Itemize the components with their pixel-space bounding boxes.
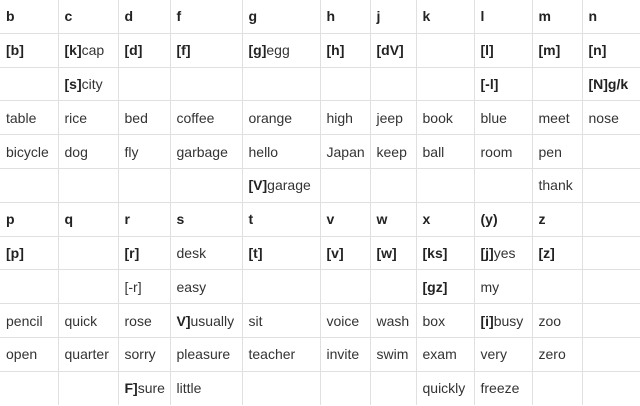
table-cell (474, 67, 532, 101)
table-cell (532, 304, 582, 338)
table-cell (416, 304, 474, 338)
example-word: zero (538, 346, 566, 363)
phonetic-symbol: [m] (538, 42, 561, 59)
table-cell (320, 33, 370, 67)
phonetic-symbol: [t] (248, 244, 263, 261)
example-word: pleasure (176, 346, 231, 363)
phonetic-symbol: f (176, 8, 182, 25)
example-word: cap (81, 42, 105, 59)
example-word: blue (480, 109, 507, 126)
example-word: teacher (248, 346, 296, 363)
table-cell (582, 337, 640, 371)
table-cell (416, 236, 474, 270)
table-cell (582, 236, 640, 270)
example-word: little (176, 380, 202, 397)
table-cell (582, 101, 640, 135)
table-cell (416, 168, 474, 202)
table-row (0, 135, 640, 169)
phonetic-symbol: x (422, 211, 431, 228)
table-cell (474, 168, 532, 202)
example-word: exam (422, 346, 457, 363)
table-cell (532, 168, 582, 202)
table-cell (0, 337, 58, 371)
phonetic-symbol: [dV] (376, 42, 404, 59)
example-word: nose (588, 109, 619, 126)
table-cell (118, 304, 170, 338)
table-cell (118, 33, 170, 67)
table-cell (118, 236, 170, 270)
table-cell (0, 135, 58, 169)
phonetic-symbol: [gz] (422, 278, 448, 295)
phonetic-symbol: [-l] (480, 75, 499, 92)
table-row (0, 33, 640, 67)
phonetic-symbol: q (64, 211, 74, 228)
example-word: orange (248, 109, 293, 126)
table-cell (242, 33, 320, 67)
table-cell (0, 168, 58, 202)
phonetic-symbol: (y) (480, 211, 498, 228)
table-cell (320, 304, 370, 338)
table-cell (0, 202, 58, 236)
example-word: freeze (480, 380, 520, 397)
table-cell (320, 135, 370, 169)
table-cell (170, 135, 242, 169)
table-cell (532, 0, 582, 33)
table-cell (118, 337, 170, 371)
table-cell (416, 270, 474, 304)
table-cell (582, 202, 640, 236)
table-cell (242, 270, 320, 304)
table-cell (320, 270, 370, 304)
table-cell (474, 101, 532, 135)
table-cell (170, 270, 242, 304)
example-word: room (480, 143, 513, 160)
phonetic-symbol: h (326, 8, 336, 25)
table-cell (320, 168, 370, 202)
phonetic-symbol: l (480, 8, 485, 25)
example-word: very (480, 346, 507, 363)
table-cell (58, 101, 118, 135)
table-cell (58, 337, 118, 371)
table-cell (532, 371, 582, 404)
table-cell (58, 67, 118, 101)
example-word: voice (326, 312, 360, 329)
table-cell (532, 135, 582, 169)
table-cell (118, 270, 170, 304)
phonetic-symbol: [N]g/k (588, 75, 629, 92)
example-word: keep (376, 143, 407, 160)
table-row (0, 236, 640, 270)
example-word: usually (190, 312, 235, 329)
example-word: sure (137, 380, 165, 397)
phonetic-symbol: [n] (588, 42, 607, 59)
table-cell (118, 101, 170, 135)
phonetic-symbol: p (6, 211, 15, 228)
phonetic-symbol: k (422, 8, 431, 25)
table-row (0, 168, 640, 202)
table-cell (58, 202, 118, 236)
table-cell (582, 0, 640, 33)
phonetic-symbol: n (588, 8, 598, 25)
example-word: yes (493, 244, 516, 261)
example-word: rose (124, 312, 152, 329)
table-cell (532, 67, 582, 101)
table-cell (58, 168, 118, 202)
phonetic-symbol: F] (124, 380, 138, 397)
table-cell (0, 371, 58, 404)
table-cell (0, 304, 58, 338)
example-word: pen (538, 143, 562, 160)
table-row (0, 67, 640, 101)
table-row (0, 0, 640, 33)
phonetic-symbol: c (64, 8, 73, 25)
table-cell (0, 101, 58, 135)
table-cell (370, 236, 416, 270)
phonetic-symbol: z (538, 211, 546, 228)
example-word: city (81, 75, 103, 92)
table-cell (474, 270, 532, 304)
example-word: high (326, 109, 353, 126)
table-cell (242, 371, 320, 404)
table-cell (118, 168, 170, 202)
example-word: wash (376, 312, 410, 329)
table-cell (170, 101, 242, 135)
table-cell (170, 0, 242, 33)
table-cell (170, 202, 242, 236)
example-word: sorry (124, 346, 156, 363)
table-cell (58, 0, 118, 33)
example-word: quickly (422, 380, 466, 397)
table-row (0, 101, 640, 135)
table-cell (118, 0, 170, 33)
table-cell (170, 33, 242, 67)
example-word: invite (326, 346, 360, 363)
phonetic-symbol: [d] (124, 42, 143, 59)
table-cell (370, 371, 416, 404)
table-cell (118, 135, 170, 169)
phonetic-symbol: m (538, 8, 551, 25)
phonetic-symbol: r (124, 211, 130, 228)
table-cell (532, 101, 582, 135)
example-word: [-r] (124, 278, 142, 295)
table-cell (532, 337, 582, 371)
example-word: my (480, 278, 500, 295)
example-word: dog (64, 143, 88, 160)
table-cell (118, 202, 170, 236)
table-cell (582, 135, 640, 169)
table-cell (0, 67, 58, 101)
example-word: desk (176, 244, 207, 261)
phonetic-symbol: [s] (64, 75, 82, 92)
example-word: garage (267, 177, 311, 194)
table-cell (416, 202, 474, 236)
table-cell (582, 67, 640, 101)
table-cell (370, 0, 416, 33)
example-word: rice (64, 109, 88, 126)
phonetic-symbol: [h] (326, 42, 345, 59)
phonetic-symbol: t (248, 211, 254, 228)
example-word: swim (376, 346, 409, 363)
phonetic-symbol: [v] (326, 244, 344, 261)
table-cell (118, 67, 170, 101)
table-cell (170, 236, 242, 270)
table-cell (474, 236, 532, 270)
example-word: fly (124, 143, 139, 160)
table-cell (320, 67, 370, 101)
table-cell (370, 337, 416, 371)
table-cell (0, 33, 58, 67)
example-word: pencil (6, 312, 43, 329)
table-cell (416, 33, 474, 67)
example-word: egg (266, 42, 290, 59)
table-cell (58, 270, 118, 304)
table-cell (242, 304, 320, 338)
table-cell (242, 135, 320, 169)
phonetic-symbol: [p] (6, 244, 24, 261)
phonetic-symbol: [g] (248, 42, 267, 59)
phonetic-symbol: [l] (480, 42, 494, 59)
phonetic-symbol: [f] (176, 42, 191, 59)
table-cell (0, 0, 58, 33)
table-cell (416, 0, 474, 33)
table-cell (370, 202, 416, 236)
table-cell (58, 304, 118, 338)
table-cell (474, 135, 532, 169)
phonetic-symbol: j (376, 8, 381, 25)
example-word: open (6, 346, 38, 363)
table-cell (474, 371, 532, 404)
table-cell (532, 270, 582, 304)
table-cell (320, 202, 370, 236)
table-cell (170, 168, 242, 202)
example-word: meet (538, 109, 570, 126)
table-cell (320, 236, 370, 270)
example-word: box (422, 312, 446, 329)
table-cell (416, 101, 474, 135)
example-word: coffee (176, 109, 215, 126)
table-cell (370, 304, 416, 338)
table-cell (582, 33, 640, 67)
table-cell (320, 101, 370, 135)
table-row (0, 270, 640, 304)
example-word: jeep (376, 109, 403, 126)
table-cell (242, 101, 320, 135)
table-cell (416, 135, 474, 169)
table-cell (582, 270, 640, 304)
example-word: bed (124, 109, 148, 126)
example-word: table (6, 109, 37, 126)
table-cell (58, 33, 118, 67)
table-cell (370, 270, 416, 304)
table-cell (370, 101, 416, 135)
example-word: easy (176, 278, 207, 295)
table-cell (582, 304, 640, 338)
table-cell (474, 0, 532, 33)
example-word: zoo (538, 312, 562, 329)
table-cell (320, 371, 370, 404)
phonetic-symbol: [w] (376, 244, 397, 261)
table-cell (370, 168, 416, 202)
table-cell (474, 337, 532, 371)
table-cell (474, 33, 532, 67)
example-word: garbage (176, 143, 228, 160)
table-cell (370, 33, 416, 67)
table-cell (582, 168, 640, 202)
phonetic-symbol: [i] (480, 312, 494, 329)
phonetic-symbol: b (6, 8, 15, 25)
phonetic-symbol: d (124, 8, 134, 25)
table-cell (58, 135, 118, 169)
phonetic-symbol: [b] (6, 42, 24, 59)
example-word: hello (248, 143, 279, 160)
example-word: quick (64, 312, 98, 329)
table-cell (242, 67, 320, 101)
phonetic-symbol: [j] (480, 244, 494, 261)
table-cell (0, 270, 58, 304)
phonetic-symbol: [r] (124, 244, 140, 261)
table-cell (532, 33, 582, 67)
example-word: quarter (64, 346, 109, 363)
table-cell (242, 236, 320, 270)
table-cell (58, 236, 118, 270)
table-cell (170, 67, 242, 101)
example-word: thank (538, 177, 573, 194)
phonetic-symbol: [k] (64, 42, 82, 59)
table-row (0, 304, 640, 338)
table-cell (416, 337, 474, 371)
phonetic-symbol: s (176, 211, 185, 228)
table-cell (532, 202, 582, 236)
table-cell (474, 202, 532, 236)
table-cell (474, 304, 532, 338)
table-cell (242, 202, 320, 236)
example-word: bicycle (6, 143, 49, 160)
table-cell (170, 371, 242, 404)
table-cell (170, 337, 242, 371)
table-cell (242, 337, 320, 371)
table-cell (416, 371, 474, 404)
table-cell (242, 0, 320, 33)
table-cell (118, 371, 170, 404)
table-cell (170, 304, 242, 338)
example-word: Japan (326, 143, 365, 160)
table-cell (532, 236, 582, 270)
table-cell (582, 371, 640, 404)
phonetic-symbol: [ks] (422, 244, 448, 261)
table-row (0, 337, 640, 371)
table-row (0, 202, 640, 236)
example-word: busy (493, 312, 524, 329)
phonetic-symbol: [z] (538, 244, 555, 261)
table-cell (320, 337, 370, 371)
table-cell (370, 67, 416, 101)
example-word: book (422, 109, 453, 126)
table-cell (416, 67, 474, 101)
table-row (0, 371, 640, 404)
table-cell (58, 371, 118, 404)
table-cell (242, 168, 320, 202)
example-word: sit (248, 312, 263, 329)
table-cell (320, 0, 370, 33)
phonetic-symbol: V] (176, 312, 191, 329)
example-word: ball (422, 143, 445, 160)
phonetic-symbol: v (326, 211, 335, 228)
table-cell (0, 236, 58, 270)
phonetic-symbol: g (248, 8, 258, 25)
table-cell (370, 135, 416, 169)
phonetic-symbol: [V] (248, 177, 268, 194)
phonetic-symbol: w (376, 211, 388, 228)
